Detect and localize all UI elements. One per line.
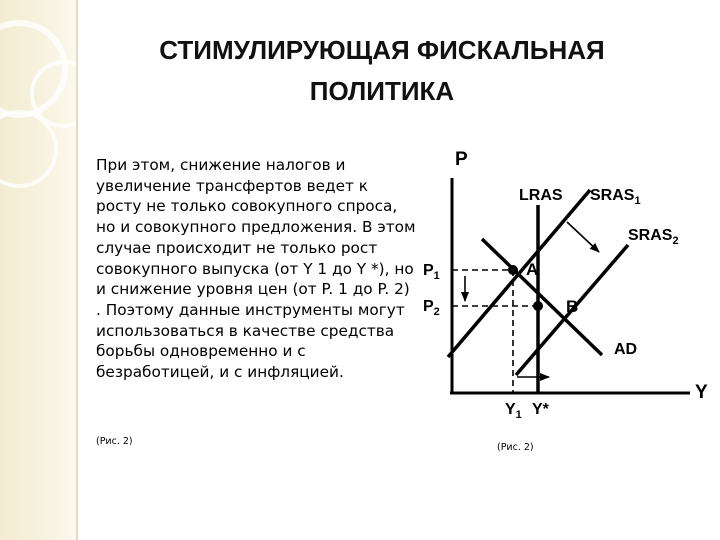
- figure-caption-left: (Рис. 2): [96, 436, 133, 447]
- axis-y-label: P: [455, 149, 468, 170]
- sras2-label: $SRAS_2$: [628, 227, 679, 247]
- ad-label: AD: [614, 341, 638, 358]
- ystar-label: Y*: [532, 401, 549, 418]
- point-b-label: B: [566, 297, 579, 316]
- axis-x-label: Y: [695, 382, 708, 403]
- slide-title-line-2: ПОЛИТИКА: [309, 76, 455, 106]
- sras-shift-arrow: [567, 222, 599, 252]
- lras-label: LRAS: [519, 187, 563, 204]
- body-text: При этом, снижение налогов и увеличение трансфертов ведет к росту не только совокупного спроса, но и совокупного предложения. В этом случае происходит не только рост совокупного выпуска (от Y 1 до Y *), но и снижение уровня цен (от P. 1 до P. 2) . Поэтому данные инструменты могут использоваться в качестве средства борьбы одновременно и с безработицей, и с инфляцией.: [96, 156, 416, 382]
- point-b: [533, 301, 543, 311]
- slide-title-line-1: СТИМУЛИРУЮЩАЯ ФИСКАЛЬНАЯ: [159, 35, 605, 65]
- sras1-label: $SRAS_1$: [590, 187, 641, 207]
- p1-label: $P_1$: [423, 262, 440, 282]
- y1-label: $Y_1$: [505, 401, 522, 421]
- figure-caption-right: (Рис. 2): [497, 442, 534, 453]
- point-a: [508, 265, 518, 275]
- point-a-label: A: [526, 260, 539, 279]
- p2-label: $P_2$: [423, 298, 440, 318]
